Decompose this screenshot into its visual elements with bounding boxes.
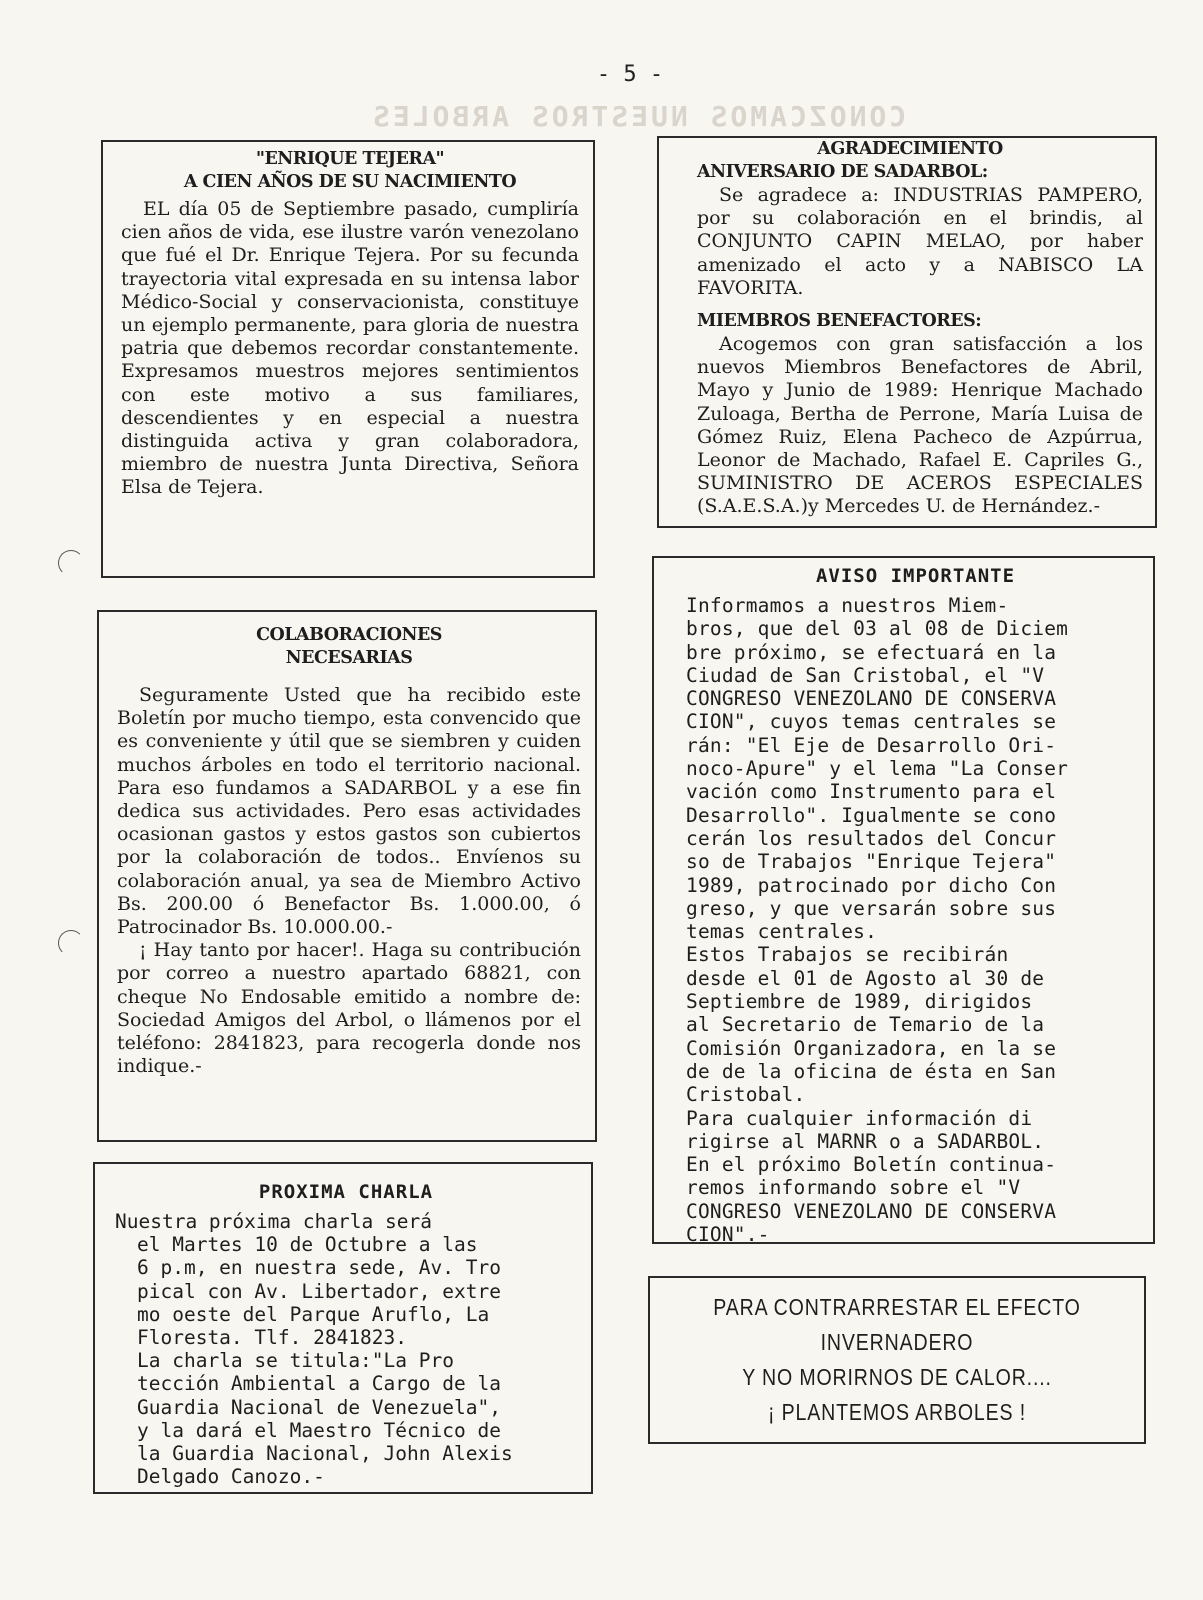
- aviso-title: AVISO IMPORTANTE: [815, 565, 1016, 587]
- colaboraciones-para-2: ¡ Hay tanto por hacer!. Haga su contribución por correo a nuestro apartado 68821, con cheque No Endosable emitido a nombre de: Sociedad Amigos del Arbol, o llámenos por el teléfono: 2841823, para recogerla donde nos indique.-: [117, 939, 581, 1078]
- miembros-title: MIEMBROS BENEFACTORES:: [697, 311, 982, 332]
- slogan-line-2: INVERNADERO: [820, 1329, 974, 1355]
- colaboraciones-para-1: Seguramente Usted que ha recibido este Boletín por mucho tiempo, esta convencido que es conveniente y útil que se siembren y cuiden muchos árboles en todo el territorio nacional. Para eso fundamos a SADARBOL y a ese fin dedica sus actividades. Pero esas actividades ocasionan gastos y estos gastos son cubiertos por la colaboración de todos.. Envíenos su colaboración anual, ya sea de Miembro Activo Bs. 200.00 ó Benefactor Bs. 1.000.00, ó Patrocinador Bs. 10.000.00.-: [117, 684, 581, 939]
- colaboraciones-article: [97, 610, 597, 1142]
- charla-body: Nuestra próxima charla será el Martes 10 de Octubre a las 6 p.m, en nuestra sede, Av. Tro pical con Av. Libertador, extre mo oeste del Parque Aruflo, La Floresta. Tlf. 2841823. La charla se titula:"La Pro tección Ambiental a Cargo de la Guardia Nacional de Venezuela", y la dará el Maestro Técnico de la Guardia Nacional, John Alexis Delgado Canozo.-: [115, 1210, 513, 1489]
- slogan-line-4: ¡ PLANTEMOS ARBOLES !: [768, 1399, 1026, 1425]
- tejera-title-line2: A CIEN AÑOS DE SU NACIMIENTO: [183, 172, 517, 192]
- agradecimiento-body: Se agradece a: INDUSTRIAS PAMPERO, por su colaboración en el brindis, al CONJUNTO CAPIN MELAO, por haber amenizado el acto y a NABISCO LA FAVORITA.: [697, 184, 1143, 299]
- colaboraciones-title-line1: COLABORACIONES: [256, 625, 442, 645]
- slogan-line-1: PARA CONTRARRESTAR EL EFECTO: [713, 1294, 1081, 1320]
- agradecimiento-article: [657, 136, 1157, 528]
- bleed-through-heading: CONOZCAMOS NUESTROS ARBOLES: [370, 100, 907, 133]
- colaboraciones-title-line2: NECESARIAS: [285, 648, 413, 668]
- punch-hole-bottom: [58, 930, 84, 956]
- aviso-body: Informamos a nuestros Miem- bros, que del 03 al 08 de Diciem bre próximo, se efectuará en la Ciudad de San Cristobal, el "V CONGRESO VENEZOLANO DE CONSERVA CION", cuyos temas centrales se rán: "El Eje de Desarrollo Ori- noco-Apure" y el lema "La Conser vación como Instrumento para el Desarrollo". Igualmente se cono cerán los resultados del Concur so de Trabajos "Enrique Tejera" 1989, patrocinado por dicho Con greso, y que versarán sobre sus temas centrales. Estos Trabajos se recibirán desde el 01 de Agosto al 30 de Septiembre de 1989, dirigidos al Secretario de Temario de la Comisión Organizadora, en la se de de la oficina de ésta en San Cristobal. Para cualquier información di rigirse al MARNR o a SADARBOL. En el próximo Boletín continua- remos informando sobre el "V CONGRESO VENEZOLANO DE CONSERVA CION".-: [686, 594, 1069, 1247]
- charla-title: PROXIMA CHARLA: [258, 1181, 434, 1203]
- tejera-article: [101, 140, 595, 578]
- page-number: - 5 -: [596, 62, 664, 87]
- charla-article: [93, 1162, 593, 1494]
- slogan-line-3: Y NO MORIRNOS DE CALOR....: [742, 1364, 1052, 1390]
- punch-hole-top: [58, 550, 84, 576]
- slogan-box: [648, 1276, 1146, 1444]
- miembros-body: Acogemos con gran satisfacción a los nuevos Miembros Benefactores de Abril, Mayo y Junio de 1989: Henrique Machado Zuloaga, Bertha de Perrone, María Luisa de Gómez Ruiz, Elena Pacheco de Azpúrrua, Leonor de Machado, Rafael E. Capriles G., SUMINISTRO DE ACEROS ESPECIALES (S.A.E.S.A.)y Mercedes U. de Hernández.-: [697, 333, 1143, 518]
- tejera-body: EL día 05 de Septiembre pasado, cumpliría cien años de vida, ese ilustre varón venezolano que fué el Dr. Enrique Tejera. Por su fecunda trayectoria vital expresada en su intensa labor Médico-Social y conservacionista, constituye un ejemplo permanente, para gloria de nuestra patria que debemos recordar constantemente. Expresamos muestros mejores sentimientos con este motivo a sus familiares, descendientes y en especial a nuestra distinguida activa y gran colaboradora, miembro de nuestra Junta Directiva, Señora Elsa de Tejera.: [121, 198, 579, 499]
- aniversario-subtitle: ANIVERSARIO DE SADARBOL:: [697, 162, 988, 182]
- aviso-article: [652, 556, 1155, 1247]
- agradecimiento-title: AGRADECIMIENTO: [817, 139, 1003, 159]
- tejera-title-line1: "ENRIQUE TEJERA": [255, 149, 445, 169]
